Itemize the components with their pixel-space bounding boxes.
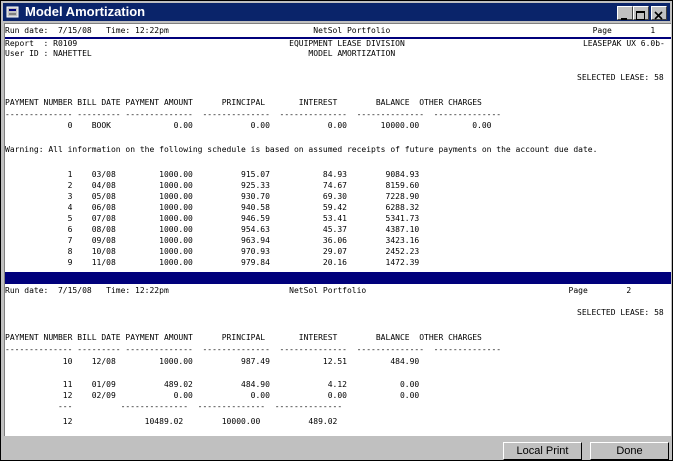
table-row: 8 10/08 1000.00 970.93 29.07 2452.23 [5, 247, 420, 256]
page1-report-line: Report : R0109 EQUIPMENT LEASE DIVISION LEASEPAK UX 6.0b- [5, 39, 665, 48]
minimize-button[interactable] [617, 6, 633, 20]
page2-column-headers: PAYMENT NUMBER BILL DATE PAYMENT AMOUNT PRINCIPAL INTEREST BALANCE OTHER CHARGES [5, 333, 482, 342]
table-row: 9 11/08 1000.00 979.84 20.16 1472.39 [5, 258, 420, 267]
report-viewer[interactable] [4, 23, 671, 436]
table-row: 11 01/09 489.02 484.90 4.12 0.00 [5, 380, 420, 389]
minimize-icon [618, 10, 632, 22]
maximize-icon [634, 10, 648, 22]
page1-run-date-line: Run date: 7/15/08 Time: 12:22pm NetSol Portfolio Page 1 [5, 26, 656, 35]
table-row: 2 04/08 1000.00 925.33 74.67 8159.60 [5, 181, 420, 190]
page-break-bar [5, 272, 671, 284]
table-row: 1 03/08 1000.00 915.07 84.93 9084.93 [5, 170, 420, 179]
page1-book-row: 0 BOOK 0.00 0.00 0.00 10000.00 0.00 [5, 121, 492, 130]
page2-column-divider: -------------- --------- -------------- -------------- -------------- -------------- -------------- [5, 345, 502, 354]
table-row: 6 08/08 1000.00 954.63 45.37 4387.10 [5, 225, 420, 234]
window-title: Model Amortization [25, 4, 146, 19]
maximize-button[interactable] [633, 6, 649, 20]
page2-selected-lease: SELECTED LEASE: 58 [577, 308, 664, 317]
table-row: 10 12/08 1000.00 987.49 12.51 484.90 [5, 357, 420, 366]
page1-column-divider: -------------- --------- -------------- -------------- -------------- -------------- -------------- [5, 110, 502, 119]
done-button[interactable]: Done [590, 442, 669, 460]
close-button[interactable] [651, 6, 667, 20]
page2-run-date-line: Run date: 7/15/08 Time: 12:22pm NetSol Portfolio Page 2 [5, 286, 632, 295]
app-icon [6, 5, 20, 19]
table-row: 5 07/08 1000.00 946.59 53.41 5341.73 [5, 214, 420, 223]
local-print-button[interactable]: Local Print [503, 442, 582, 460]
table-row: 12 02/09 0.00 0.00 0.00 0.00 [5, 391, 420, 400]
table-row: 4 06/08 1000.00 940.58 59.42 6288.32 [5, 203, 420, 212]
totals-row: 12 10489.02 10000.00 489.02 [5, 417, 338, 426]
page1-selected-lease: SELECTED LEASE: 58 [577, 73, 664, 82]
page1-user-line: User ID : NAHETTEL MODEL AMORTIZATION [5, 49, 396, 58]
page1-warning: Warning: All information on the following schedule is based on assumed receipts of future payments on the account due date. [5, 145, 598, 154]
close-icon [652, 10, 666, 22]
table-row: 3 05/08 1000.00 930.70 69.30 7228.90 [5, 192, 420, 201]
page1-column-headers: PAYMENT NUMBER BILL DATE PAYMENT AMOUNT PRINCIPAL INTEREST BALANCE OTHER CHARGES [5, 98, 482, 107]
totals-divider: --- -------------- -------------- -------------- [5, 402, 343, 411]
title-bar[interactable] [3, 3, 670, 21]
table-row: 7 09/08 1000.00 963.94 36.06 3423.16 [5, 236, 420, 245]
